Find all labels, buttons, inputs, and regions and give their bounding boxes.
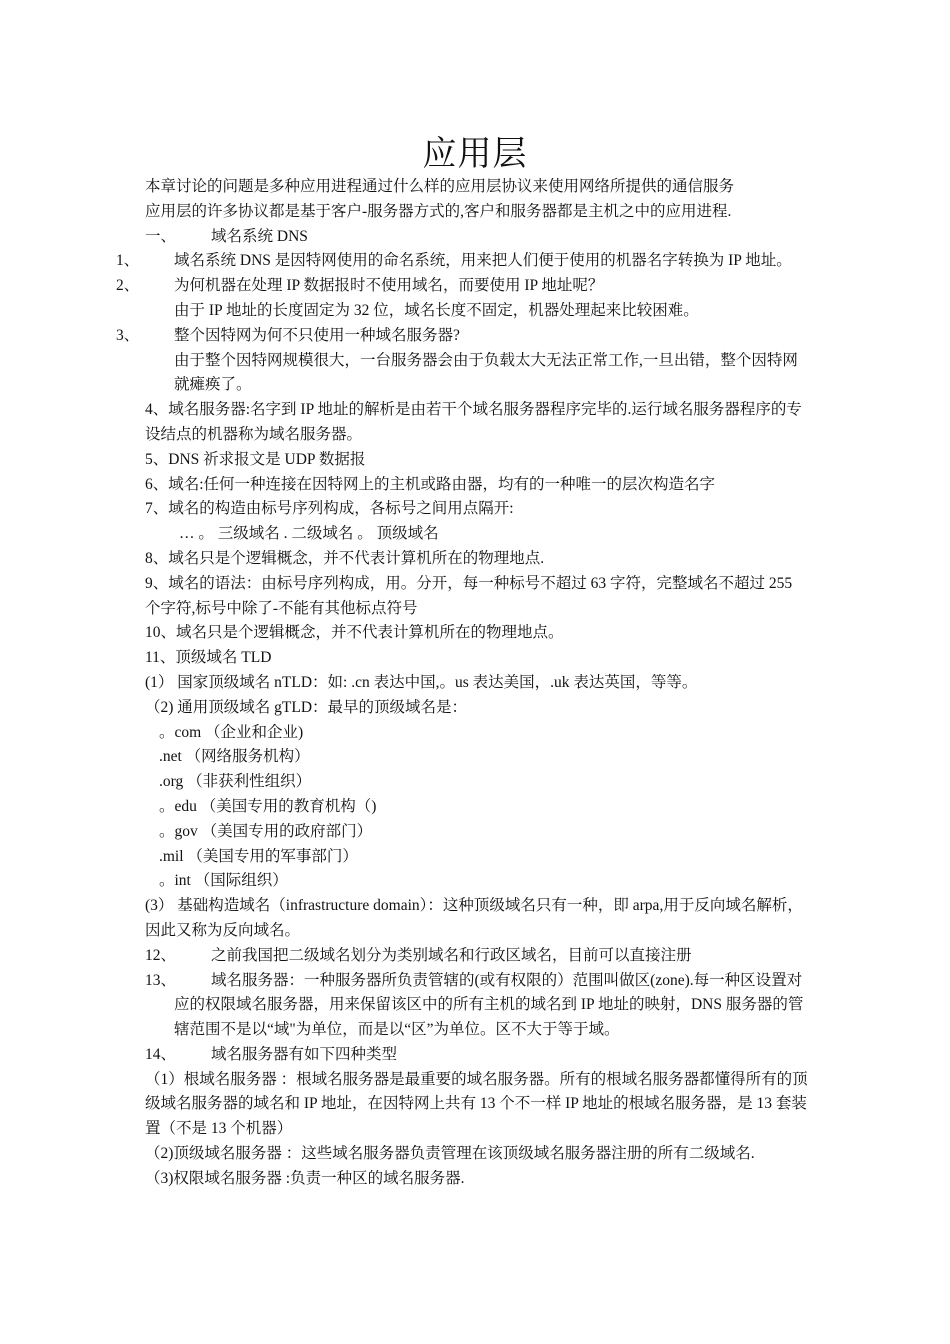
section-heading [145,225,810,250]
list-item: 。edu （美国专用的教育机构（) [159,797,377,815]
paragraph: 应用层的许多协议都是基于客户-服务器方式的,客户和服务器都是主机之中的应用进程. [145,202,732,220]
paragraph: 7、域名的构造由标号序列构成，各标号之间用点隔开: [145,500,514,518]
list-number: 3、 [116,326,140,344]
paragraph: （3)权限域名服务器 :负责一种区的域名服务器. [145,1169,465,1187]
paragraph: (1） 国家顶级域名 nTLD：如: .cn 表达中国,。us 表达美国，.uk 表达英国，等等。 [145,673,698,691]
paragraph: 11、顶级域名 TLD [145,649,272,667]
paragraph: 6、域名:任何一种连接在因特网上的主机或路由器，均有的一种唯一的层次构造名字 [145,475,716,493]
list-item: .org （非获利性组织） [159,773,312,791]
list-number: 12、 [145,946,177,964]
list-number: 13、 [145,971,177,989]
list-item-text: 整个因特网为何不只使用一种域名服务器? [174,326,460,344]
list-item [116,274,810,299]
list-item-text: 域名服务器有如下四种类型 [211,1045,398,1063]
list-item: .mil （美国专用的军事部门） [159,847,358,865]
section-heading-text: 域名系统 DNS [211,227,308,245]
list-item [116,249,810,274]
paragraph: 5、DNS 祈求报文是 UDP 数据报 [145,450,366,468]
list-item: 。int （国际组织） [159,872,288,890]
list-item-text: 域名系统 DNS 是因特网使用的命名系统，用来把人们便于使用的机器名字转换为 IP 地址。 [174,252,792,270]
paragraph: 由于整个因特网规模很大，一台服务器会由于负载太大无法正常工作,一旦出错，整个因特网就瘫痪了。 [174,351,798,394]
paragraph: 4、域名服务器:名字到 IP 地址的解析是由若干个域名服务器程序完毕的.运行域名服务器程序的专设结点的机器称为域名服务器。 [145,401,802,443]
list-item: 。com （企业和企业) [159,723,304,741]
list-item [145,944,810,969]
list-item [116,324,810,349]
paragraph: (3） 基础构造域名（infrastructure domain）：这种顶级域名只有一种，即 arpa,用于反向域名解析，因此又称为反向域名。 [145,897,803,939]
list-item-text: 为何机器在处理 IP 数据报时不使用域名，而要使用 IP 地址呢？ [174,277,604,295]
list-item [145,969,810,1043]
list-number: 2、 [116,277,140,295]
page-title: 应用层 [422,136,528,173]
paragraph: 9、域名的语法：由标号序列构成，用。分开，每一种标号不超过 63 字符，完整域名不超过 255 个字符,标号中除了-不能有其他标点符号 [145,574,793,617]
list-number: 14、 [145,1045,177,1063]
list-item-text: 域名服务器：一种服务器所负责管辖的(或有权限的）范围叫做区(zone).每一种区设置对应的权限域名服务器，用来保留该区中的所有主机的域名到 IP 地址的映射，DNS 服务器的管辖范围不是以“域"为单位，而是以“区”为单位。区不大于等于域。 [174,971,804,1039]
list-item-text: 之前我国把二级域名划分为类别域名和行政区域名，目前可以直接注册 [211,946,692,964]
list-item: 。gov （美国专用的政府部门） [159,822,373,840]
paragraph: 10、域名只是个逻辑概念，并不代表计算机所在的物理地点。 [145,624,564,642]
paragraph: 8、域名只是个逻辑概念，并不代表计算机所在的物理地点. [145,549,545,567]
paragraph: 由于 IP 地址的长度固定为 32 位，域名长度不固定，机器处理起来比较困难。 [174,301,699,319]
paragraph: （2) 通用顶级域名 gTLD：最早的顶级域名是： [145,698,468,716]
document-body [116,175,810,1192]
list-number: 1、 [116,252,140,270]
list-item: .net （网络服务机构） [159,748,310,766]
paragraph: （2)顶级域名服务器 ：这些域名服务器负责管理在该顶级域名服务器注册的所有二级域名. [145,1145,755,1163]
section-number: 一、 [145,227,177,245]
paragraph: 本章讨论的问题是多种应用进程通过什么样的应用层协议来使用网络所提供的通信服务 [145,178,735,195]
paragraph: （1）根域名服务器 ：根域名服务器是最重要的域名服务器。所有的根域名服务器都懂得所有的顶级域名服务器的域名和 IP 地址，在因特网上共有 13 个不一样 IP 地址的根域名服务器，是 13 套装置（不是 13 个机器） [145,1070,808,1138]
list-item [145,1043,810,1068]
paragraph: … 。 三级域名 . 二级域名 。 顶级域名 [179,525,439,543]
